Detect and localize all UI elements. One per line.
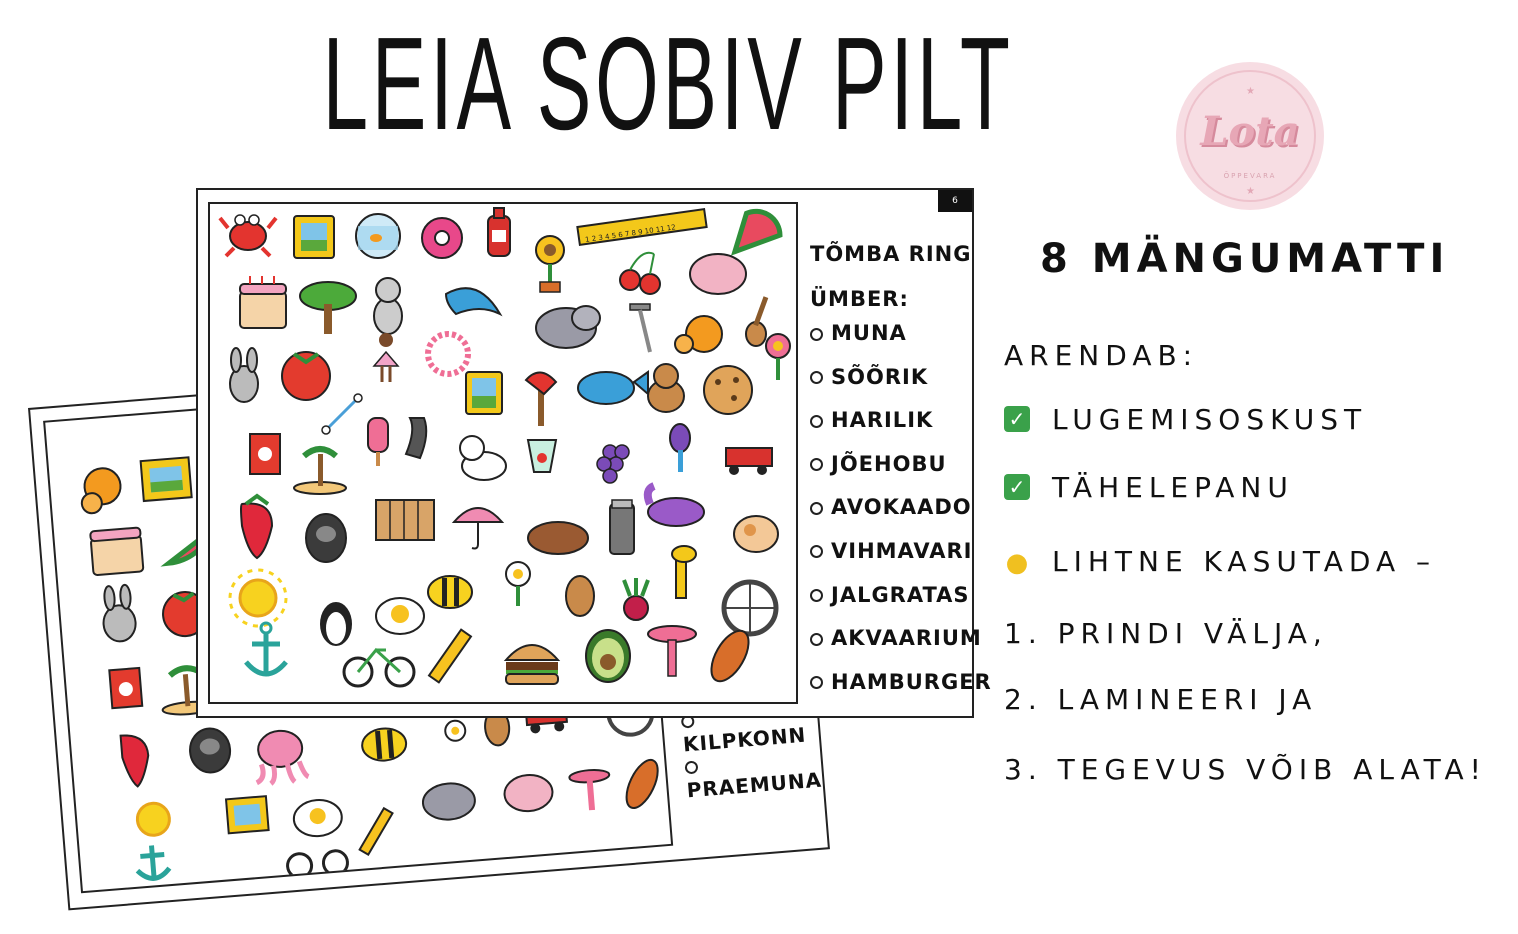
tomato-icon — [282, 352, 330, 400]
feature-item: ✓ LUGEMISOSKUST — [1004, 406, 1367, 434]
brain-icon — [690, 254, 746, 294]
circle-bullet-icon — [810, 371, 823, 384]
bracelet-icon — [428, 334, 468, 374]
nail-icon — [630, 304, 650, 352]
palm-island-icon — [294, 449, 346, 494]
sun-icon — [230, 570, 286, 626]
orange-icon — [675, 316, 722, 353]
hairbrush-icon — [670, 424, 690, 472]
star-icon: ★ — [1246, 86, 1255, 97]
picture-area — [208, 202, 798, 704]
wheel-icon — [724, 582, 776, 634]
circle-bullet-icon — [810, 458, 823, 471]
check-mark-icon: ✓ — [1004, 474, 1030, 500]
list-item: SÕÕRIK — [810, 356, 992, 400]
circle-bullet-icon — [810, 633, 823, 646]
juice-box-icon — [250, 434, 280, 474]
picture-frame-icon — [294, 216, 334, 258]
bunny-icon — [230, 348, 258, 402]
dog-icon — [648, 364, 684, 412]
pencil-icon — [356, 808, 395, 856]
crab-icon — [220, 215, 276, 256]
daisy-icon — [506, 562, 530, 606]
orange-icon — [79, 467, 122, 514]
list-item: MUNA — [810, 312, 992, 356]
salt-shaker-icon — [610, 500, 634, 554]
fried-egg-icon — [376, 598, 424, 634]
pencil-icon — [429, 630, 471, 683]
popsicle-icon — [368, 418, 388, 466]
fried-egg-icon — [292, 798, 343, 838]
penguin-icon — [320, 602, 352, 646]
bee-icon — [361, 727, 407, 762]
polar-bear-icon — [460, 436, 506, 480]
cherry-icon — [620, 253, 660, 294]
picture-frame-icon — [226, 796, 269, 833]
bunny-icon — [101, 584, 137, 642]
strawberry-icon — [121, 734, 151, 788]
front-game-sheet — [196, 188, 992, 718]
circle-bullet-icon — [810, 415, 823, 428]
cat-icon — [374, 278, 402, 334]
bicycle-icon — [344, 650, 414, 686]
feature-item: ✓ TÄHELEPANU — [1004, 474, 1294, 502]
hippo-icon — [536, 306, 600, 348]
ballerina-icon — [374, 333, 398, 382]
flower-icon — [766, 334, 790, 380]
daisy-icon — [444, 720, 466, 742]
fishbowl-icon — [356, 214, 400, 258]
list-item: AKVAARIUM — [810, 617, 992, 661]
lota-logo — [1176, 62, 1324, 210]
walrus-icon — [528, 522, 588, 554]
light-bulb-icon: ● — [1005, 548, 1029, 578]
cookie-icon — [704, 366, 752, 414]
list-item: JALGRATAS — [810, 574, 992, 618]
dinosaur-icon — [648, 486, 704, 526]
fence-icon — [376, 500, 434, 540]
page-number: 6 — [938, 190, 972, 212]
avocado-icon — [586, 630, 630, 682]
watermelon-icon — [724, 205, 781, 252]
list-item: HAMBURGER — [810, 661, 992, 705]
dolphin-icon — [446, 288, 500, 314]
anchor-icon — [136, 844, 171, 880]
circle-bullet-icon — [810, 589, 823, 602]
axe-icon — [526, 372, 556, 426]
octopus-icon — [253, 729, 309, 785]
list-item: AVOKAADO — [810, 486, 992, 530]
instruction-heading: TÕMBA RING ÜMBER: — [810, 242, 972, 311]
bicycle-icon — [287, 850, 349, 879]
cake-icon — [240, 276, 286, 328]
guitar-icon — [746, 296, 768, 346]
star-icon: ★ — [1246, 186, 1255, 197]
list-item: VIHMAVARI — [810, 530, 992, 574]
list-item: JÕEHOBU — [810, 443, 992, 487]
circle-bullet-icon — [810, 545, 823, 558]
hippo-icon — [422, 781, 477, 821]
hamburger-icon — [506, 645, 558, 684]
picture-grid — [210, 204, 796, 702]
giraffe-icon — [672, 546, 696, 598]
ruler-icon — [577, 209, 706, 245]
step-item: 2. LAMINEERI JA — [1004, 683, 1318, 716]
grapes-icon — [597, 445, 629, 483]
radish-icon — [624, 578, 648, 620]
tip-line: ● LIHTNE KASUTADA – — [1005, 545, 1437, 578]
yogurt-icon — [528, 440, 556, 472]
page-title: LEIA SOBIV PILT — [322, 10, 1014, 157]
ketchup-icon — [488, 208, 510, 256]
list-item: HARILIK — [810, 399, 992, 443]
features-heading: ARENDAB: — [1004, 339, 1199, 372]
strawberry-icon — [241, 496, 272, 558]
picture-frame-icon — [141, 457, 192, 501]
back-list-item: PRAEMUNA — [684, 744, 823, 803]
kangaroo-icon — [566, 576, 594, 616]
juice-box-icon — [109, 668, 142, 708]
sweet-potato-icon — [617, 754, 668, 815]
step-item: 1. PRINDI VÄLJA, — [1004, 617, 1328, 650]
circle-bullet-icon — [684, 760, 698, 774]
logo-word: Lota — [1200, 108, 1300, 155]
step-item: 3. TEGEVUS VÕIB ALATA! — [1004, 753, 1487, 786]
gorilla-icon — [306, 514, 346, 562]
sun-icon — [136, 802, 170, 836]
donut-icon — [422, 218, 462, 258]
pink-table-icon — [648, 626, 696, 676]
pink-table-icon — [569, 769, 612, 812]
circle-bullet-icon — [810, 502, 823, 515]
picture-frame-icon — [466, 372, 502, 414]
circle-bullet-icon — [810, 676, 823, 689]
cake-icon — [90, 527, 143, 575]
road-icon — [406, 418, 426, 458]
logo-subtext: ÕPPEVARA — [1223, 172, 1277, 180]
umbrella-icon — [454, 508, 502, 549]
gorilla-icon — [188, 727, 231, 774]
subtitle: 8 MÄNGUMATTI — [1040, 236, 1450, 282]
svg-text:1 2 3 4 5 6 7 8 9 10 11 12: 1 2 3 4 5 6 7 8 9 10 11 12 — [584, 223, 677, 244]
hamster-icon — [734, 516, 778, 552]
cotton-swab-icon — [322, 394, 362, 434]
brain-icon — [503, 773, 554, 813]
anchor-icon — [246, 623, 286, 674]
circle-bullet-icon — [810, 328, 823, 341]
word-list — [810, 312, 992, 704]
sunflower-icon — [536, 236, 564, 292]
wagon-icon — [726, 448, 772, 475]
check-mark-icon: ✓ — [1004, 406, 1030, 432]
bee-icon — [428, 576, 472, 608]
tree-icon — [300, 282, 356, 334]
back-list-item: KILPKONN — [680, 698, 819, 757]
whale-icon — [578, 372, 648, 404]
